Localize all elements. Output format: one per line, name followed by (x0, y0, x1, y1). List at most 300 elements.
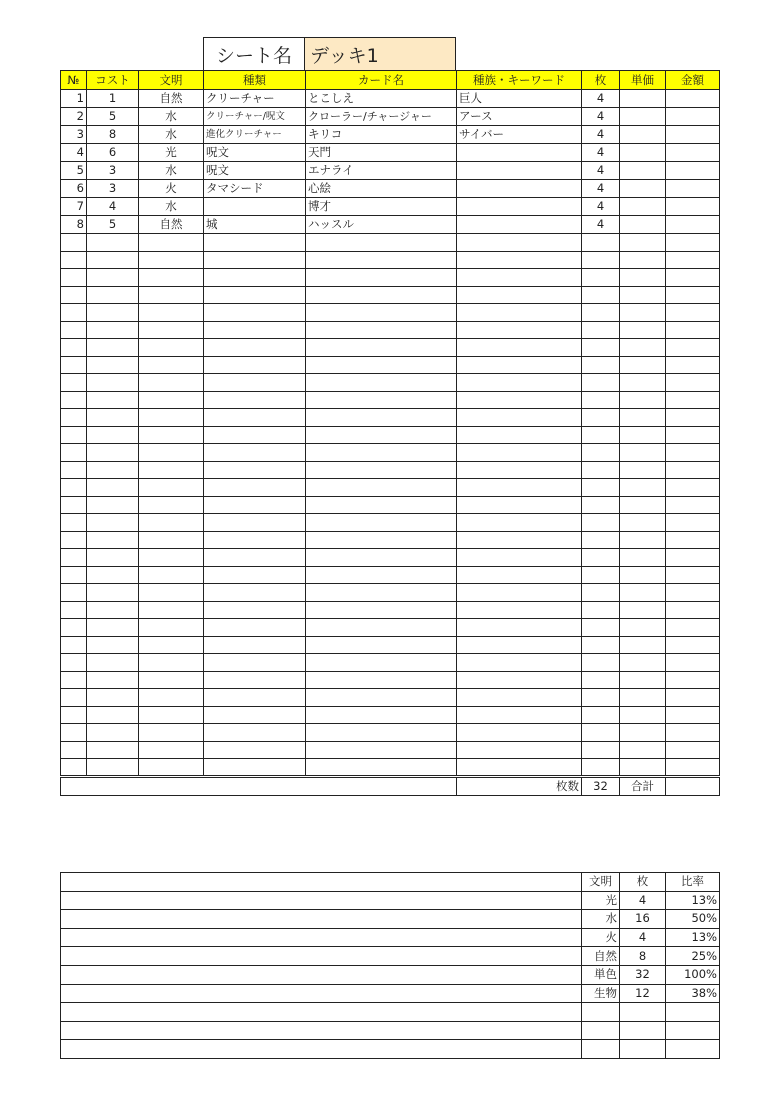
cell-tribe[interactable] (457, 479, 582, 497)
cell-civ[interactable]: 水 (139, 108, 204, 126)
cell-type[interactable]: 呪文 (204, 162, 306, 180)
cell-no[interactable] (61, 671, 87, 689)
cell-type[interactable] (204, 198, 306, 216)
cell-tribe[interactable] (457, 741, 582, 759)
cell-civ[interactable] (139, 426, 204, 444)
cell-count[interactable] (582, 251, 620, 269)
cell-type[interactable] (204, 549, 306, 567)
cell-type[interactable] (204, 654, 306, 672)
cell-count[interactable]: 4 (582, 198, 620, 216)
cell-tribe[interactable] (457, 671, 582, 689)
cell-type[interactable] (204, 741, 306, 759)
cell-civ[interactable] (139, 409, 204, 427)
cell-amount[interactable] (666, 444, 720, 462)
cell-name[interactable] (306, 251, 457, 269)
cell-amount[interactable] (666, 479, 720, 497)
cell-price[interactable] (620, 724, 666, 742)
cell-type[interactable] (204, 759, 306, 777)
cell-tribe[interactable] (457, 636, 582, 654)
cell-price[interactable] (620, 584, 666, 602)
cell-name[interactable] (306, 391, 457, 409)
cell-amount[interactable] (666, 549, 720, 567)
cell-name[interactable] (306, 724, 457, 742)
cell-no[interactable] (61, 444, 87, 462)
cell-tribe[interactable] (457, 759, 582, 777)
cell-cost[interactable] (87, 636, 139, 654)
cell-price[interactable] (620, 144, 666, 162)
sum-value[interactable] (666, 776, 720, 795)
cell-name[interactable] (306, 601, 457, 619)
cell-cost[interactable] (87, 286, 139, 304)
cell-amount[interactable] (666, 108, 720, 126)
cell-no[interactable] (61, 619, 87, 637)
cell-name[interactable]: キリコ (306, 126, 457, 144)
cell-no[interactable] (61, 724, 87, 742)
cell-civ[interactable] (139, 339, 204, 357)
cell-count[interactable] (582, 391, 620, 409)
cell-price[interactable] (620, 619, 666, 637)
cell-tribe[interactable] (457, 426, 582, 444)
cell-price[interactable] (620, 216, 666, 234)
cell-cost[interactable] (87, 654, 139, 672)
cell-name[interactable] (306, 566, 457, 584)
cell-civ[interactable] (139, 566, 204, 584)
cell-no[interactable] (61, 531, 87, 549)
cell-count[interactable] (582, 374, 620, 392)
cell-count[interactable]: 4 (582, 108, 620, 126)
cell-amount[interactable] (666, 759, 720, 777)
cell-type[interactable] (204, 479, 306, 497)
cell-tribe[interactable] (457, 180, 582, 198)
cell-price[interactable] (620, 479, 666, 497)
cell-count[interactable] (582, 409, 620, 427)
cell-no[interactable]: 3 (61, 126, 87, 144)
cell-type[interactable] (204, 374, 306, 392)
cell-price[interactable] (620, 601, 666, 619)
cell-cost[interactable] (87, 549, 139, 567)
cell-count[interactable] (582, 549, 620, 567)
cell-count[interactable] (582, 654, 620, 672)
cell-cost[interactable] (87, 269, 139, 287)
cell-count[interactable] (582, 426, 620, 444)
cell-type[interactable] (204, 269, 306, 287)
cell-name[interactable] (306, 304, 457, 322)
cell-name[interactable] (306, 286, 457, 304)
cell-no[interactable]: 7 (61, 198, 87, 216)
cell-name[interactable] (306, 584, 457, 602)
cell-civ[interactable] (139, 584, 204, 602)
cell-no[interactable] (61, 286, 87, 304)
cell-tribe[interactable] (457, 216, 582, 234)
cell-cost[interactable] (87, 566, 139, 584)
cell-name[interactable] (306, 269, 457, 287)
cell-type[interactable] (204, 706, 306, 724)
cell-no[interactable] (61, 409, 87, 427)
sheet-name-value[interactable]: デッキ1 (305, 37, 456, 70)
cell-amount[interactable] (666, 234, 720, 252)
cell-count[interactable] (582, 741, 620, 759)
cell-price[interactable] (620, 531, 666, 549)
cell-cost[interactable] (87, 251, 139, 269)
cell-price[interactable] (620, 759, 666, 777)
cell-type[interactable] (204, 339, 306, 357)
cell-name[interactable] (306, 234, 457, 252)
cell-type[interactable] (204, 496, 306, 514)
cell-price[interactable] (620, 126, 666, 144)
cell-amount[interactable] (666, 531, 720, 549)
cell-cost[interactable] (87, 461, 139, 479)
cell-price[interactable] (620, 654, 666, 672)
cell-price[interactable] (620, 108, 666, 126)
cell-amount[interactable] (666, 514, 720, 532)
cell-amount[interactable] (666, 180, 720, 198)
stats-label[interactable] (582, 1003, 620, 1022)
cell-tribe[interactable] (457, 444, 582, 462)
cell-name[interactable] (306, 409, 457, 427)
cell-price[interactable] (620, 304, 666, 322)
cell-count[interactable] (582, 496, 620, 514)
cell-no[interactable] (61, 391, 87, 409)
cell-cost[interactable] (87, 496, 139, 514)
cell-price[interactable] (620, 374, 666, 392)
cell-count[interactable] (582, 321, 620, 339)
cell-amount[interactable] (666, 198, 720, 216)
cell-no[interactable] (61, 461, 87, 479)
cell-civ[interactable] (139, 374, 204, 392)
cell-civ[interactable] (139, 671, 204, 689)
cell-no[interactable] (61, 234, 87, 252)
cell-type[interactable] (204, 531, 306, 549)
cell-cost[interactable]: 5 (87, 216, 139, 234)
cell-name[interactable] (306, 741, 457, 759)
cell-tribe[interactable] (457, 496, 582, 514)
cell-name[interactable] (306, 321, 457, 339)
cell-cost[interactable] (87, 514, 139, 532)
cell-type[interactable] (204, 514, 306, 532)
cell-cost[interactable] (87, 374, 139, 392)
cell-type[interactable] (204, 426, 306, 444)
cell-no[interactable]: 5 (61, 162, 87, 180)
cell-cost[interactable] (87, 304, 139, 322)
cell-tribe[interactable] (457, 549, 582, 567)
cell-amount[interactable] (666, 304, 720, 322)
cell-no[interactable] (61, 304, 87, 322)
cell-tribe[interactable] (457, 321, 582, 339)
cell-name[interactable]: 天門 (306, 144, 457, 162)
cell-type[interactable] (204, 584, 306, 602)
cell-tribe[interactable] (457, 339, 582, 357)
cell-count[interactable] (582, 461, 620, 479)
cell-name[interactable]: クローラー/チャージャー (306, 108, 457, 126)
cell-cost[interactable] (87, 671, 139, 689)
cell-civ[interactable] (139, 706, 204, 724)
cell-cost[interactable]: 3 (87, 180, 139, 198)
cell-price[interactable] (620, 180, 666, 198)
cell-name[interactable] (306, 514, 457, 532)
cell-price[interactable] (620, 549, 666, 567)
cell-price[interactable] (620, 409, 666, 427)
cell-cost[interactable] (87, 409, 139, 427)
cell-cost[interactable]: 3 (87, 162, 139, 180)
cell-amount[interactable] (666, 496, 720, 514)
cell-no[interactable] (61, 479, 87, 497)
cell-tribe[interactable] (457, 461, 582, 479)
cell-name[interactable] (306, 356, 457, 374)
cell-name[interactable] (306, 759, 457, 777)
cell-name[interactable] (306, 549, 457, 567)
cell-name[interactable] (306, 496, 457, 514)
cell-no[interactable] (61, 251, 87, 269)
cell-type[interactable] (204, 671, 306, 689)
cell-tribe[interactable] (457, 706, 582, 724)
cell-name[interactable]: ハッスル (306, 216, 457, 234)
cell-price[interactable] (620, 689, 666, 707)
cell-civ[interactable] (139, 269, 204, 287)
cell-count[interactable]: 4 (582, 144, 620, 162)
cell-civ[interactable] (139, 286, 204, 304)
cell-price[interactable] (620, 391, 666, 409)
stats-count[interactable] (620, 1021, 666, 1040)
cell-tribe[interactable] (457, 286, 582, 304)
cell-civ[interactable] (139, 724, 204, 742)
cell-no[interactable] (61, 356, 87, 374)
cell-tribe[interactable] (457, 601, 582, 619)
cell-price[interactable] (620, 198, 666, 216)
cell-amount[interactable] (666, 409, 720, 427)
cell-type[interactable] (204, 689, 306, 707)
cell-count[interactable] (582, 444, 620, 462)
cell-cost[interactable] (87, 321, 139, 339)
cell-cost[interactable] (87, 724, 139, 742)
cell-cost[interactable] (87, 356, 139, 374)
cell-no[interactable]: 2 (61, 108, 87, 126)
cell-cost[interactable] (87, 689, 139, 707)
cell-amount[interactable] (666, 391, 720, 409)
cell-no[interactable]: 6 (61, 180, 87, 198)
cell-count[interactable] (582, 479, 620, 497)
cell-amount[interactable] (666, 636, 720, 654)
cell-tribe[interactable] (457, 162, 582, 180)
cell-price[interactable] (620, 444, 666, 462)
cell-amount[interactable] (666, 162, 720, 180)
cell-no[interactable] (61, 741, 87, 759)
cell-civ[interactable]: 光 (139, 144, 204, 162)
cell-amount[interactable] (666, 356, 720, 374)
cell-cost[interactable] (87, 741, 139, 759)
cell-price[interactable] (620, 671, 666, 689)
cell-cost[interactable] (87, 479, 139, 497)
cell-tribe[interactable] (457, 724, 582, 742)
cell-no[interactable] (61, 636, 87, 654)
cell-tribe[interactable] (457, 654, 582, 672)
cell-type[interactable]: 進化クリーチャー (204, 126, 306, 144)
cell-amount[interactable] (666, 619, 720, 637)
cell-civ[interactable]: 水 (139, 162, 204, 180)
cell-tribe[interactable]: 巨人 (457, 90, 582, 108)
cell-name[interactable] (306, 636, 457, 654)
cell-no[interactable] (61, 601, 87, 619)
stats-label[interactable] (582, 1040, 620, 1059)
cell-civ[interactable]: 水 (139, 126, 204, 144)
cell-name[interactable] (306, 671, 457, 689)
cell-name[interactable] (306, 461, 457, 479)
cell-price[interactable] (620, 162, 666, 180)
cell-amount[interactable] (666, 706, 720, 724)
cell-price[interactable] (620, 514, 666, 532)
cell-cost[interactable] (87, 531, 139, 549)
cell-amount[interactable] (666, 724, 720, 742)
cell-civ[interactable] (139, 549, 204, 567)
cell-civ[interactable] (139, 619, 204, 637)
cell-amount[interactable] (666, 374, 720, 392)
cell-count[interactable] (582, 671, 620, 689)
cell-civ[interactable] (139, 601, 204, 619)
cell-price[interactable] (620, 461, 666, 479)
cell-price[interactable] (620, 234, 666, 252)
cell-type[interactable] (204, 321, 306, 339)
cell-tribe[interactable] (457, 234, 582, 252)
cell-amount[interactable] (666, 216, 720, 234)
cell-civ[interactable] (139, 251, 204, 269)
cell-type[interactable]: タマシード (204, 180, 306, 198)
cell-cost[interactable] (87, 601, 139, 619)
cell-amount[interactable] (666, 144, 720, 162)
cell-amount[interactable] (666, 339, 720, 357)
cell-count[interactable] (582, 269, 620, 287)
cell-tribe[interactable] (457, 144, 582, 162)
cell-civ[interactable] (139, 391, 204, 409)
cell-count[interactable] (582, 584, 620, 602)
cell-cost[interactable] (87, 619, 139, 637)
cell-tribe[interactable] (457, 251, 582, 269)
cell-no[interactable] (61, 496, 87, 514)
cell-count[interactable] (582, 304, 620, 322)
cell-name[interactable] (306, 619, 457, 637)
cell-civ[interactable] (139, 689, 204, 707)
cell-price[interactable] (620, 426, 666, 444)
cell-count[interactable] (582, 339, 620, 357)
cell-tribe[interactable]: アース (457, 108, 582, 126)
cell-no[interactable]: 1 (61, 90, 87, 108)
cell-cost[interactable] (87, 391, 139, 409)
cell-civ[interactable] (139, 496, 204, 514)
cell-no[interactable] (61, 321, 87, 339)
cell-cost[interactable] (87, 339, 139, 357)
cell-cost[interactable] (87, 444, 139, 462)
cell-type[interactable] (204, 619, 306, 637)
cell-price[interactable] (620, 356, 666, 374)
cell-cost[interactable]: 6 (87, 144, 139, 162)
cell-count[interactable] (582, 619, 620, 637)
cell-civ[interactable] (139, 321, 204, 339)
cell-no[interactable] (61, 689, 87, 707)
cell-type[interactable] (204, 234, 306, 252)
stats-label[interactable] (582, 1021, 620, 1040)
cell-type[interactable] (204, 251, 306, 269)
cell-name[interactable] (306, 426, 457, 444)
cell-tribe[interactable] (457, 584, 582, 602)
cell-no[interactable] (61, 759, 87, 777)
cell-name[interactable] (306, 654, 457, 672)
cell-no[interactable] (61, 566, 87, 584)
stats-ratio[interactable] (666, 1021, 720, 1040)
cell-civ[interactable] (139, 514, 204, 532)
cell-price[interactable] (620, 706, 666, 724)
cell-no[interactable] (61, 339, 87, 357)
cell-civ[interactable] (139, 741, 204, 759)
cell-name[interactable] (306, 374, 457, 392)
cell-cost[interactable]: 4 (87, 198, 139, 216)
cell-price[interactable] (620, 321, 666, 339)
cell-amount[interactable] (666, 601, 720, 619)
cell-type[interactable]: クリーチャー (204, 90, 306, 108)
cell-count[interactable]: 4 (582, 180, 620, 198)
cell-tribe[interactable] (457, 566, 582, 584)
cell-count[interactable] (582, 759, 620, 777)
stats-ratio[interactable] (666, 1040, 720, 1059)
cell-count[interactable] (582, 234, 620, 252)
cell-name[interactable] (306, 706, 457, 724)
cell-type[interactable] (204, 409, 306, 427)
cell-count[interactable] (582, 601, 620, 619)
cell-type[interactable]: 城 (204, 216, 306, 234)
cell-count[interactable]: 4 (582, 162, 620, 180)
cell-cost[interactable] (87, 584, 139, 602)
cell-cost[interactable] (87, 759, 139, 777)
cell-tribe[interactable] (457, 689, 582, 707)
cell-cost[interactable] (87, 234, 139, 252)
cell-civ[interactable] (139, 759, 204, 777)
cell-price[interactable] (620, 90, 666, 108)
cell-amount[interactable] (666, 461, 720, 479)
cell-name[interactable]: とこしえ (306, 90, 457, 108)
cell-count[interactable] (582, 531, 620, 549)
cell-type[interactable] (204, 601, 306, 619)
cell-price[interactable] (620, 269, 666, 287)
cell-amount[interactable] (666, 286, 720, 304)
cell-type[interactable] (204, 636, 306, 654)
cell-no[interactable] (61, 549, 87, 567)
cell-count[interactable]: 4 (582, 126, 620, 144)
cell-no[interactable] (61, 269, 87, 287)
cell-type[interactable]: クリーチャー/呪文 (204, 108, 306, 126)
cell-civ[interactable] (139, 304, 204, 322)
cell-count[interactable] (582, 706, 620, 724)
cell-name[interactable]: エナライ (306, 162, 457, 180)
cell-amount[interactable] (666, 426, 720, 444)
cell-count[interactable] (582, 724, 620, 742)
cell-price[interactable] (620, 636, 666, 654)
cell-price[interactable] (620, 566, 666, 584)
cell-tribe[interactable]: サイバー (457, 126, 582, 144)
cell-name[interactable] (306, 689, 457, 707)
cell-amount[interactable] (666, 671, 720, 689)
cell-civ[interactable] (139, 234, 204, 252)
cell-count[interactable] (582, 286, 620, 304)
cell-count[interactable] (582, 689, 620, 707)
cell-no[interactable] (61, 654, 87, 672)
cell-amount[interactable] (666, 126, 720, 144)
cell-civ[interactable]: 水 (139, 198, 204, 216)
cell-count[interactable] (582, 636, 620, 654)
cell-amount[interactable] (666, 654, 720, 672)
cell-type[interactable] (204, 356, 306, 374)
cell-type[interactable] (204, 304, 306, 322)
cell-amount[interactable] (666, 584, 720, 602)
cell-cost[interactable] (87, 426, 139, 444)
cell-tribe[interactable] (457, 269, 582, 287)
cell-tribe[interactable] (457, 356, 582, 374)
